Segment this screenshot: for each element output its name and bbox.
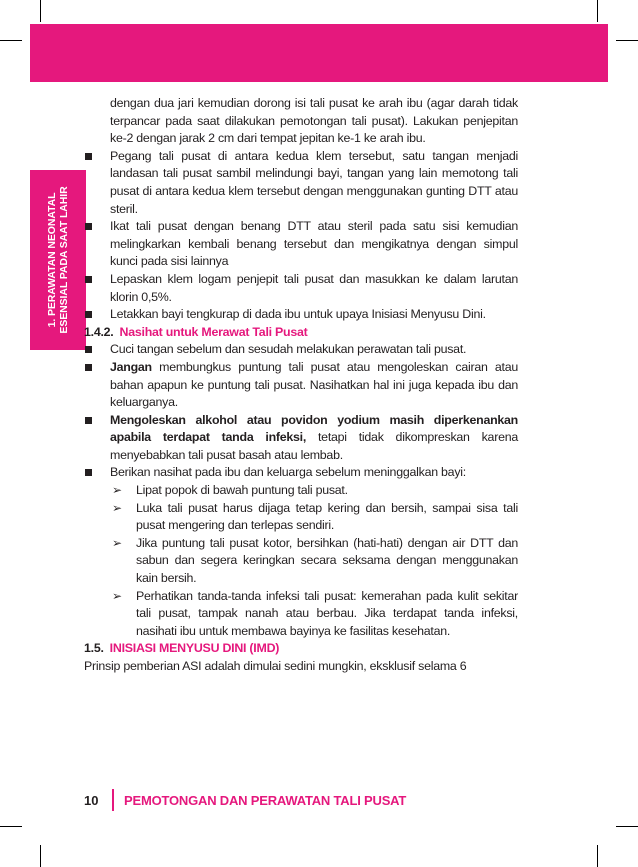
arrow-bullet-icon: ➢ xyxy=(112,535,122,550)
crop-mark xyxy=(597,845,598,867)
sub-list-item: ➢ Luka tali pusat harus dijaga tetap kering dan bersih, sampai sisa tali pusat mengering dan terlepas sendiri. xyxy=(112,500,518,533)
list-item: Lepaskan klem logam penjepit tali pusat dan masukkan ke dalam larutan klorin 0,5%. xyxy=(84,271,518,306)
sub-list-item: ➢ Perhatikan tanda-tanda infeksi tali pusat: kemerahan pada kulit sekitar tali pusat, tampak nanah atau berbau. Jika terdapat tanda infeksi, nasihati ibu untuk membawa bayinya ke fasilitas kesehatan. xyxy=(112,588,518,638)
chapter-side-tab-line2: ESENSIAL PADA SAAT LAHIR xyxy=(58,186,70,334)
crop-mark xyxy=(0,826,22,827)
list-item: Mengoleskan alkohol atau povidon yodium masih diperkenankan apabila terdapat tanda infeksi, tetapi tidak dikompreskan karena menyebabkan tali pusat basah atau lembab. xyxy=(84,412,518,465)
section-heading-1-5 xyxy=(84,640,518,658)
section-paragraph: Prinsip pemberian ASI adalah dimulai sedini mungkin, eksklusif selama 6 xyxy=(84,659,467,673)
crop-mark xyxy=(40,845,41,867)
list-item: Berikan nasihat pada ibu dan keluarga sebelum meninggalkan bayi: ➢ Lipat popok di bawah puntung tali pusat. ➢ Luka tali pusat harus dijaga tetap kering dan bersih, sampai sisa tali pusat mengering dan terlepas sendiri. ➢ Jika puntung tali pusat kotor, bersihkan (hati-hati) dengan air DTT dan sabun dan segera keringkan secara seksama dengan menggunakan kain bersih. ➢ Perhatikan tanda-tanda infeksi tali pusat: kemerahan pada kulit sekitar tali pusat, tampak nanah atau berbau. Jika terdapat tanda infeksi, nasihati ibu untuk membawa bayinya ke fasilitas kesehatan. xyxy=(84,464,518,640)
section-title: INISIASI MENYUSU DINI (IMD) xyxy=(109,641,280,656)
page-body xyxy=(84,95,518,676)
arrow-bullet-icon: ➢ xyxy=(112,483,122,498)
footer-title: PEMOTONGAN DAN PERAWATAN TALI PUSAT xyxy=(124,792,407,808)
sub-list-item: ➢ Lipat popok di bawah puntung tali pusat. xyxy=(110,482,518,500)
arrow-bullet-icon: ➢ xyxy=(112,588,122,603)
crop-mark xyxy=(597,0,598,22)
square-bullet-icon xyxy=(85,311,92,318)
list-item: Ikat tali pusat dengan benang DTT atau steril pada satu sisi kemudian melingkarkan kembali benang tersebut dan mengikatnya dengan simpul kunci pada sisi lainnya xyxy=(84,218,518,271)
crop-mark xyxy=(0,40,22,41)
section-title: Nasihat untuk Merawat Tali Pusat xyxy=(119,324,308,339)
square-bullet-icon xyxy=(85,346,92,353)
sub-list-item: ➢ Jika puntung tali pusat kotor, bersihkan (hati-hati) dengan air DTT dan sabun dan segera keringkan secara seksama dengan menggunakan kain bersih. xyxy=(112,535,518,586)
list-item: Jangan membungkus puntung tali pusat atau mengoleskan cairan atau bahan apapun ke puntung tali pusat. Nasihatkan hal ini juga kepada ibu dan keluarganya. xyxy=(84,359,518,412)
square-bullet-icon xyxy=(85,469,92,476)
crop-mark xyxy=(40,0,41,22)
list-item: Pegang tali pusat di antara kedua klem tersebut, satu tangan menjadi landasan tali pusat sambil melindungi bayi, tangan yang lain memotong tali pusat di antara kedua klem tersebut dengan menggunakan gunting DTT atau steril. xyxy=(84,148,518,218)
section-heading-1-4-2 xyxy=(84,324,518,342)
footer-divider xyxy=(112,789,114,811)
chapter-side-tab xyxy=(30,170,86,350)
square-bullet-icon xyxy=(85,417,92,424)
square-bullet-icon xyxy=(85,153,92,160)
list-item: Letakkan bayi tengkurap di dada ibu untuk upaya Inisiasi Menyusu Dini. xyxy=(84,306,518,324)
list-item: Cuci tangan sebelum dan sesudah melakukan perawatan tali pusat. xyxy=(84,341,518,359)
section-number: 1.5. xyxy=(84,641,104,656)
procedure-steps-list xyxy=(84,148,518,324)
advice-sub-list xyxy=(110,482,518,640)
page-number: 10 xyxy=(84,792,99,808)
square-bullet-icon xyxy=(85,364,92,371)
crop-mark xyxy=(616,826,638,827)
chapter-side-tab-line1: 1. PERAWATAN NEONATAL xyxy=(46,192,58,328)
section-number: 1.4.2. xyxy=(84,324,114,339)
arrow-bullet-icon: ➢ xyxy=(112,500,122,515)
page-footer xyxy=(84,790,406,810)
header-band xyxy=(30,24,608,82)
crop-mark xyxy=(616,40,638,41)
square-bullet-icon xyxy=(85,223,92,230)
continuation-paragraph: dengan dua jari kemudian dorong isi tali pusat ke arah ibu (agar darah tidak terpancar pada saat dilakukan pemotongan tali pusat). Lakukan penjepitan ke-2 dengan jarak 2 cm dari tempat jepitan ke-1 ke arah ibu. xyxy=(110,96,518,146)
advice-list xyxy=(84,341,518,640)
chapter-side-tab-label xyxy=(46,186,70,333)
square-bullet-icon xyxy=(85,276,92,283)
